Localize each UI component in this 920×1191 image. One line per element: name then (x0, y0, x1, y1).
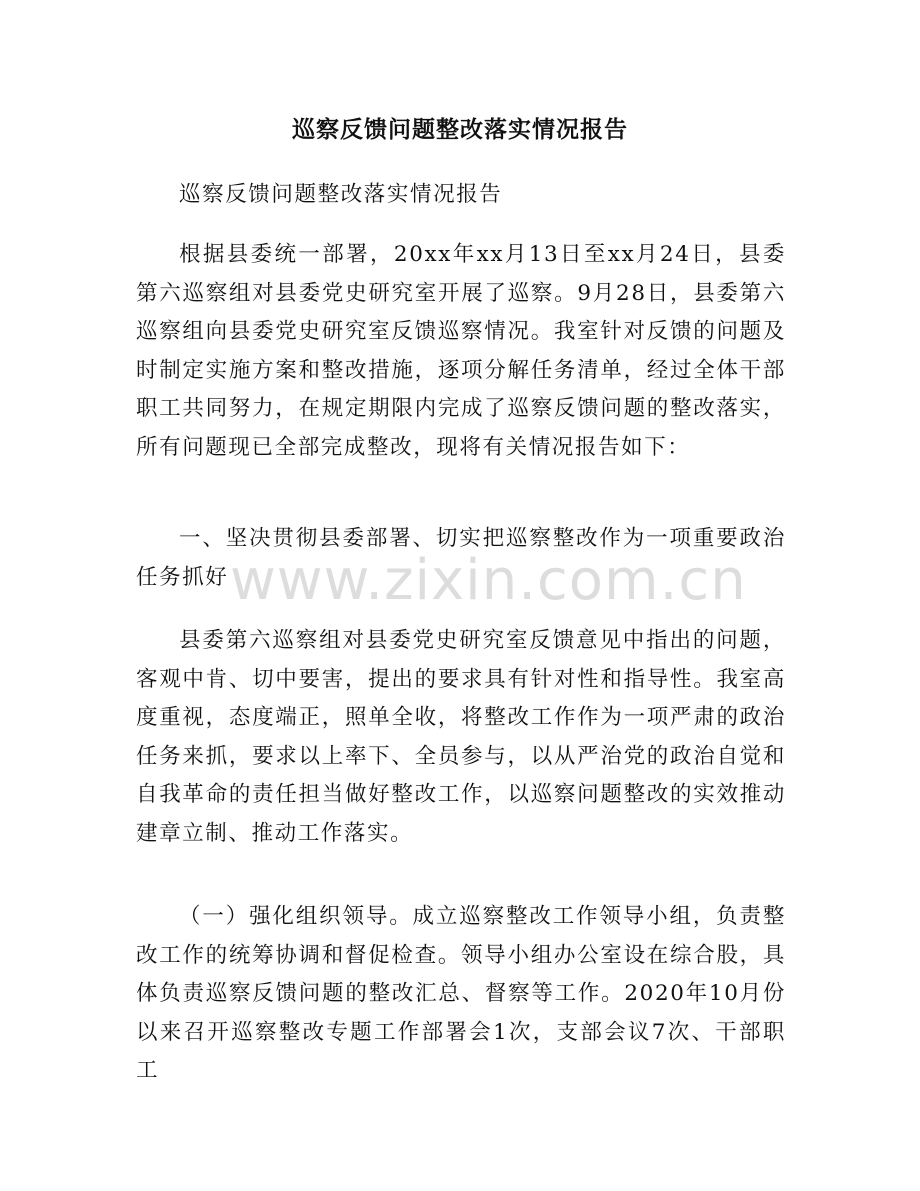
subsection-paragraph: （一）强化组织领导。成立巡察整改工作领导小组，负责整改工作的统筹协调和督促检查。领导小组办公室设在综合股，具体负责巡察反馈问题的整改汇总、督察等工作。2020年10月份以来召开巡察整改专题工作部署会1次，支部会议7次、干部职工 (136, 904, 786, 1083)
body-paragraph: 县委第六巡察组对县委党史研究室反馈意见中指出的问题，客观中肯、切中要害，提出的要求具有针对性和指导性。我室高度重视，态度端正，照单全收，将整改工作作为一项严肃的政治任务来抓，要求以上率下、全员参与，以从严治党的政治自觉和自我革命的责任担当做好整改工作，以巡察问题整改的实效推动建章立制、推动工作落实。 (136, 628, 786, 846)
watermark: www.zixin.com.cn (230, 548, 747, 613)
section-heading-1: 一、坚决贯彻县委部署、切实把巡察整改作为一项重要政治任务抓好 (136, 526, 786, 590)
intro-paragraph: 根据县委统一部署，20xx年xx月13日至xx月24日，县委第六巡察组对县委党史研究室开展了巡察。9月28日，县委第六巡察组向县委党史研究室反馈巡察情况。我室针对反馈的问题及时制定实施方案和整改措施，逐项分解任务清单，经过全体干部职工共同努力，在规定期限内完成了巡察反馈问题的整改落实，所有问题现已全部完成整改，现将有关情况报告如下： (136, 242, 786, 460)
document-subtitle: 巡察反馈问题整改落实情况报告 (179, 182, 503, 207)
document-title: 巡察反馈问题整改落实情况报告 (292, 117, 628, 143)
